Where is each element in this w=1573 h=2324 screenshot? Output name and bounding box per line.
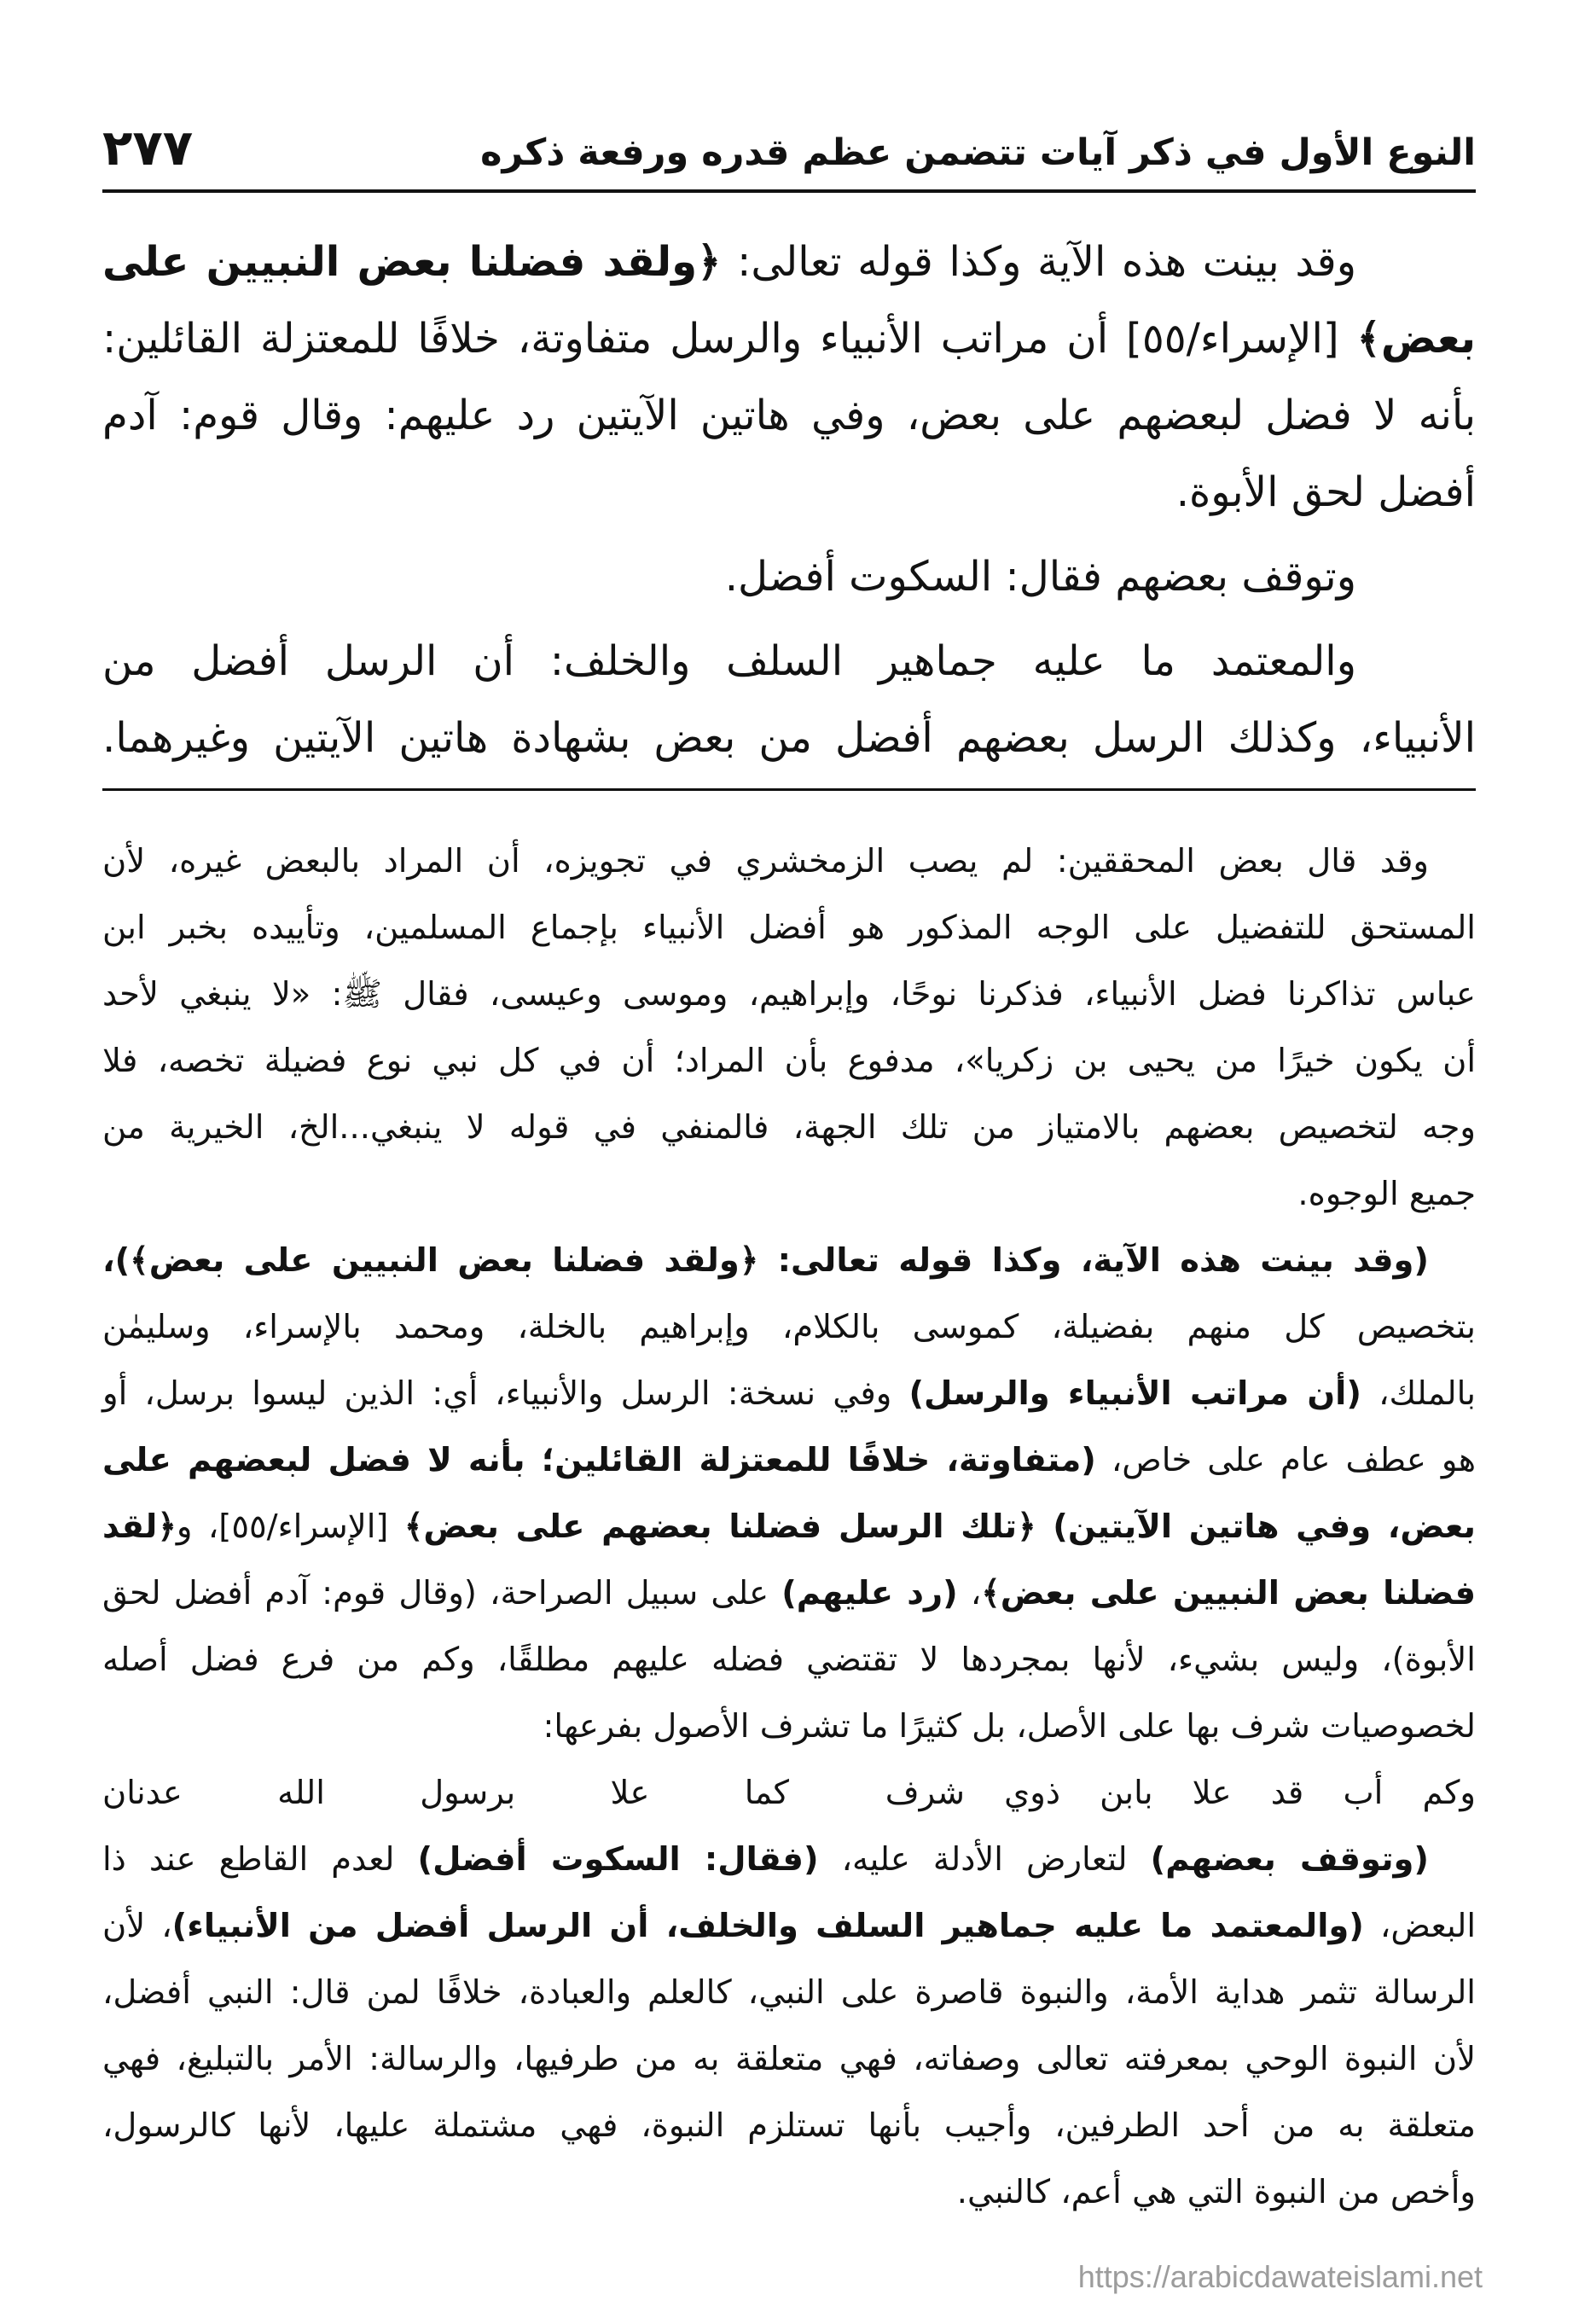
text-line <box>102 2026 1476 2093</box>
text-line <box>102 1228 1476 1294</box>
line-text <box>102 238 1356 286</box>
commentary-paragraph <box>102 1228 1476 1760</box>
text-run: لعدم القاطع عند ذا <box>102 1840 418 1879</box>
emphasized-text: بعض، وفي هاتين الآيتين) ﴿تلك الرسل فضلنا بعضهم على بعض﴾ <box>403 1508 1476 1546</box>
text-line <box>102 1694 1476 1760</box>
text-run: لتعارض الأدلة عليه، <box>818 1840 1151 1879</box>
text-run: هو عطف عام على خاص، <box>1095 1441 1476 1479</box>
line-text <box>102 1108 1476 1147</box>
running-header <box>102 116 1476 179</box>
text-run: لأن النبوة الوحي بمعرفته تعالى وصفاته، فهي متعلقة به من طرفيها، والرسالة: الأمر بالتبليغ، فهي <box>102 2040 1476 2078</box>
line-text <box>102 1641 1476 1679</box>
main-paragraph <box>102 538 1476 615</box>
commentary-divider <box>102 788 1476 791</box>
commentary-paragraph <box>102 1827 1476 2226</box>
text-run: المستحق للتفضيل على الوجه المذكور هو أفضل الأنبياء بإجماع المسلمين، وتأييده بخبر ابن <box>102 909 1476 947</box>
poem-verse <box>102 1760 1476 1827</box>
text-run: البعض، <box>1363 1907 1476 1945</box>
text-line <box>102 224 1476 300</box>
text-run: متعلقة به من أحد الطرفين، وأجيب بأنها تستلزم النبوة، فهي مشتملة عليها، لأنها كالرسول، <box>102 2106 1476 2145</box>
text-line <box>102 1560 1476 1627</box>
text-line <box>102 2093 1476 2159</box>
text-line <box>102 1827 1476 1893</box>
line-text <box>102 637 1356 685</box>
text-run: عباس تذاكرنا فضل الأنبياء، فذكرنا نوحًا، وإبراهيم، وموسى وعيسى، فقال ﷺ: «لا ينبغي لأحد <box>102 975 1476 1014</box>
emphasized-text: (متفاوتة، خلافًا للمعتزلة القائلين؛ بأنه لا فضل لبعضهم على <box>102 1441 1096 1479</box>
line-text <box>102 975 1476 1014</box>
emphasized-text: (وقد بينت هذه الآية، وكذا قوله تعالى: ﴿ولقد فضلنا بعض النبيين على بعض﴾)، <box>102 1241 1429 1280</box>
text-line <box>102 377 1476 454</box>
line-text <box>102 714 1476 762</box>
text-line <box>102 1095 1476 1161</box>
text-run: وقد بينت هذه الآية وكذا قوله تعالى: <box>721 238 1356 286</box>
text-run: جميع الوجوه. <box>1297 1175 1476 1213</box>
text-run: بأنه لا فضل لبعضهم على بعض، وفي هاتين الآيتين رد عليهم: وقال قوم: آدم <box>102 392 1476 439</box>
emphasized-text: فضلنا بعض النبيين على بعض﴾ <box>981 1574 1477 1612</box>
poem-first-hemistich <box>885 1760 1476 1827</box>
line-text <box>1297 1175 1476 1213</box>
main-paragraph <box>102 623 1476 776</box>
line-text <box>102 1374 1476 1413</box>
header-rule <box>102 189 1476 193</box>
text-line <box>102 1627 1476 1694</box>
commentary-paragraph <box>102 828 1476 1228</box>
text-run: ، <box>957 1574 982 1612</box>
line-text <box>102 1508 1476 1546</box>
text-run: بالملك، <box>1361 1374 1476 1413</box>
line-text <box>102 842 1429 880</box>
text-line <box>102 623 1476 700</box>
text-line <box>102 828 1476 895</box>
line-text <box>1176 468 1476 516</box>
page-number: ٢٧٧ <box>102 119 194 177</box>
text-line <box>102 1028 1476 1095</box>
line-text <box>102 909 1476 947</box>
text-line <box>102 2159 1476 2226</box>
line-text <box>957 2173 1476 2211</box>
emphasized-text: (أن مراتب الأنبياء والرسل) <box>908 1374 1361 1413</box>
text-run: وأخص من النبوة التي هي أعم، كالنبي. <box>956 2173 1476 2211</box>
text-line <box>102 962 1476 1028</box>
text-run: [الإسراء/٥٥]، و <box>176 1508 404 1546</box>
line-text <box>102 392 1476 439</box>
text-run: لخصوصيات شرف بها على الأصل، بل كثيرًا ما تشرف الأصول بفرعها: <box>543 1707 1476 1746</box>
hemistich-text: كما علا برسول الله عدنان <box>102 1774 789 1812</box>
text-run: وفي نسخة: الرسل والأنبياء، أي: الذين ليسوا برسل، أو <box>102 1374 909 1413</box>
text-line <box>102 700 1476 776</box>
line-text <box>725 553 1356 601</box>
line-text <box>102 1308 1476 1346</box>
text-run: على سبيل الصراحة، (وقال قوم: آدم أفضل لحق <box>102 1574 782 1612</box>
emphasized-text: (والمعتمد ما عليه جماهير السلف والخلف، أن الرسل أفضل من الأنبياء) <box>171 1907 1364 1945</box>
header-title: النوع الأول في ذكر آيات تتضمن عظم قدره ورفعة ذكره <box>480 131 1476 174</box>
text-run: وقد قال بعض المحققين: لم يصب الزمخشري في تجويزه، أن المراد بالبعض غيره، لأن <box>102 842 1429 880</box>
emphasized-text: ﴿ولقد فضلنا بعض النبيين على <box>102 238 722 286</box>
line-text <box>102 315 1476 363</box>
line-text <box>102 1574 1476 1612</box>
text-line <box>102 300 1476 377</box>
hemistich-text: وكم أب قد علا بابن ذوي شرف <box>885 1774 1476 1812</box>
text-run: الأنبياء، وكذلك الرسل بعضهم أفضل من بعض بشهادة هاتين الآيتين وغيرهما. <box>102 714 1476 762</box>
text-run: والمعتمد ما عليه جماهير السلف والخلف: أن الرسل أفضل من <box>102 637 1356 685</box>
text-run: وتوقف بعضهم فقال: السكوت أفضل. <box>724 553 1356 601</box>
text-run: الأبوة)، وليس بشيء، لأنها بمجردها لا تقتضي فضله عليهم مطلقًا، وكم من فرع فضل أصله <box>102 1641 1476 1679</box>
text-run: وجه لتخصيص بعضهم بالامتياز من تلك الجهة، فالمنفي في قوله لا ينبغي...الخ، الخيرية من <box>102 1108 1476 1147</box>
poem-second-hemistich <box>102 1760 789 1827</box>
text-run: بتخصيص كل منهم بفضيلة، كموسى بالكلام، وإبراهيم بالخلة، ومحمد بالإسراء، وسليمٰن <box>102 1308 1476 1346</box>
line-text <box>543 1707 1476 1746</box>
text-line <box>102 1494 1476 1560</box>
line-text <box>102 1441 1476 1479</box>
text-line <box>102 1893 1476 1960</box>
line-text <box>102 2040 1476 2078</box>
text-line <box>102 454 1476 531</box>
line-text <box>102 1042 1476 1080</box>
commentary-text <box>102 828 1476 2226</box>
text-line <box>102 1161 1476 1228</box>
emphasized-text: ﴿لقد <box>102 1508 177 1546</box>
emphasized-text: (فقال: السكوت أفضل) <box>417 1840 819 1879</box>
main-paragraph <box>102 224 1476 531</box>
text-run: أفضل لحق الأبوة. <box>1175 468 1476 516</box>
emphasized-text: بعض﴾ <box>1356 315 1477 363</box>
text-run: [الإسراء/٥٥] أن مراتب الأنبياء والرسل متفاوتة، خلافًا للمعتزلة القائلين: <box>102 315 1357 363</box>
watermark-url: https://arabicdawateislami.net <box>1077 2259 1483 2294</box>
text-line <box>102 1361 1476 1427</box>
text-line <box>102 1427 1476 1494</box>
text-line <box>102 1294 1476 1361</box>
text-run: أن يكون خيرًا من يحيى بن زكريا»، مدفوع بأن المراد؛ أن في كل نبي نوع فضيلة تخصه، فلا <box>102 1042 1476 1080</box>
line-text <box>102 1907 1476 1945</box>
line-text <box>102 1973 1476 2012</box>
text-line <box>102 538 1476 615</box>
line-text <box>102 2106 1476 2145</box>
text-run: ، لأن <box>102 1907 172 1945</box>
line-text <box>102 1840 1429 1879</box>
text-line <box>102 895 1476 962</box>
line-text <box>102 1241 1429 1280</box>
emphasized-text: (وتوقف بعضهم) <box>1150 1840 1430 1879</box>
main-text <box>102 224 1476 776</box>
text-run: الرسالة تثمر هداية الأمة، والنبوة قاصرة على النبي، كالعلم والعبادة، خلافًا لمن قال: النبي أفضل، <box>102 1973 1476 2012</box>
emphasized-text: (رد عليهم) <box>781 1574 958 1612</box>
text-line <box>102 1960 1476 2026</box>
